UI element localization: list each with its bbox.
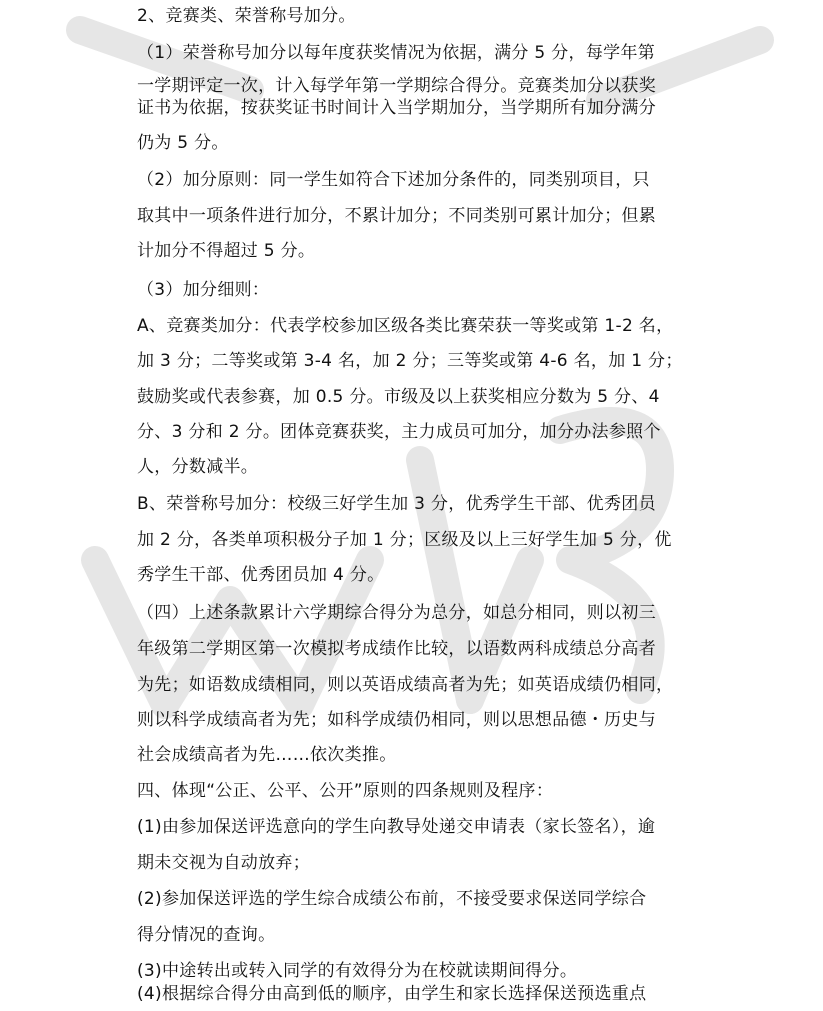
text-line: 秀学生干部、优秀团员加 4 分。 — [137, 565, 385, 585]
text-line: 取其中一项条件进行加分，不累计加分；不同类别可累计加分；但累 — [137, 206, 656, 226]
text-line: （3）加分细则： — [137, 280, 270, 300]
text-line: 加 2 分，各类单项积极分子加 1 分；区级及以上三好学生加 5 分，优 — [137, 530, 672, 550]
text-line: 计加分不得超过 5 分。 — [137, 241, 316, 261]
text-line: 得分情况的查询。 — [137, 925, 276, 945]
text-line: 仍为 5 分。 — [137, 133, 229, 153]
text-line: 人，分数减半。 — [137, 457, 259, 477]
text-line: (4)根据综合得分由高到低的顺序，由学生和家长选择保送预选重点 — [137, 984, 647, 1004]
text-line: 2、竞赛类、荣誉称号加分。 — [137, 6, 356, 26]
text-line: 期未交视为自动放弃； — [137, 853, 310, 873]
text-line: （四）上述条款累计六学期综合得分为总分，如总分相同，则以初三 — [137, 603, 656, 623]
text-line: （2）加分原则：同一学生如符合下述加分条件的，同类别项目，只 — [137, 170, 650, 190]
text-line: 证书为依据，按获奖证书时间计入当学期加分，当学期所有加分满分 — [137, 98, 656, 118]
text-line: (1)由参加保送评选意向的学生向教导处递交申请表（家长签名），逾 — [137, 817, 656, 837]
text-line: B、荣誉称号加分：校级三好学生加 3 分，优秀学生干部、优秀团员 — [137, 494, 656, 514]
text-line: 为先；如语数成绩相同，则以英语成绩高者为先；如英语成绩仍相同， — [137, 675, 674, 695]
text-line: A、竞赛类加分：代表学校参加区级各类比赛荣获一等奖或第 1-2 名， — [137, 316, 674, 336]
text-line: 年级第二学期区第一次模拟考成绩作比较，以语数两科成绩总分高者 — [137, 639, 656, 659]
text-line: 则以科学成绩高者为先；如科学成绩仍相同，则以思想品德・历史与 — [137, 710, 656, 730]
text-line: 加 3 分；二等奖或第 3-4 名，加 2 分；三等奖或第 4-6 名，加 1 分； — [137, 351, 683, 371]
text-line: (3)中途转出或转入同学的有效得分为在校就读期间得分。 — [137, 961, 578, 981]
text-line: （1）荣誉称号加分以每年度获奖情况为依据，满分 5 分，每学年第 — [137, 43, 656, 63]
text-line: 一学期评定一次，计入每学年第一学期综合得分。竞赛类加分以获奖 — [137, 76, 656, 96]
text-line: 鼓励奖或代表参赛，加 0.5 分。市级及以上获奖相应分数为 5 分、4 — [137, 387, 660, 407]
text-line: 四、体现“公正、公平、公开”原则的四条规则及程序： — [137, 781, 554, 801]
text-line: 社会成绩高者为先……依次类推。 — [137, 745, 397, 765]
text-line: 分、3 分和 2 分。团体竞赛获奖，主力成员可加分，加分办法参照个 — [137, 422, 661, 442]
text-line: (2)参加保送评选的学生综合成绩公布前，不接受要求保送同学综合 — [137, 889, 647, 909]
